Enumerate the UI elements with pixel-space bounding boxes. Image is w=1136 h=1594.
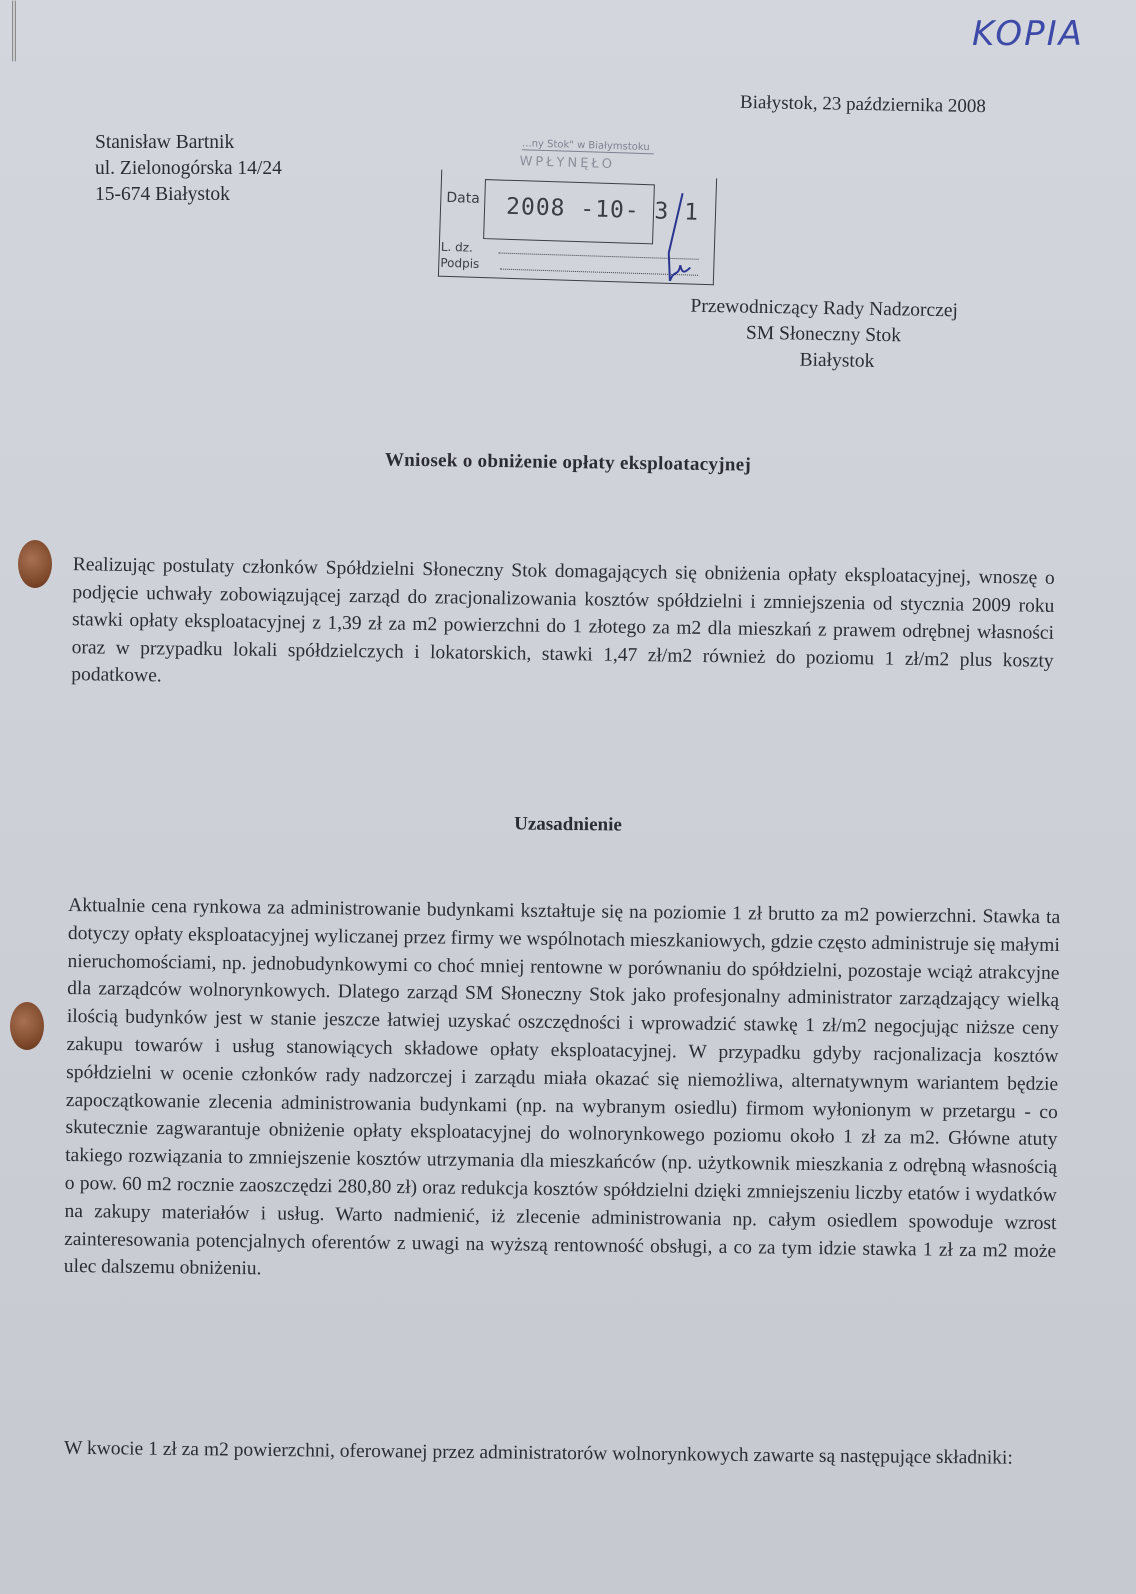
staple: [12, 0, 16, 62]
place-date: Białystok, 23 października 2008: [739, 91, 987, 118]
sender-street: ul. Zielonogórska 14/24: [95, 158, 282, 179]
request-paragraph: Realizując postulaty członków Spółdzielni Słoneczny Stok domagających się obniżenia opłaty eksploatacyjnej, wnoszę o podjęcie uchwały zobowiązującej zarząd do zracjonalizowania kosztów spółdzielni i zmniejszenia od stycznia 2009 roku stawki opłaty eksploatacyjnej z 1,39 zł za m2 powierzchni do 1 złotego za m2 dla mieszkań z prawem odrębnej własności oraz w przypadku lokali spółdzielczych i lokatorskich, stawki 1,47 zł/m2 również do poziomu 1 zł/m2 plus koszty podatkowe.: [71, 554, 1055, 687]
sender-city: 15-674 Białystok: [95, 184, 230, 205]
justification-heading: Uzasadnienie: [514, 813, 622, 836]
stamp-date: 2008 -10- 3 1: [505, 193, 700, 226]
document-title: Wniosek o obniżenie opłaty eksploatacyjnej: [384, 449, 752, 476]
recipient-line-1: Przewodniczący Rady Nadzorczej: [690, 295, 959, 322]
recipient-address: [689, 294, 958, 377]
stamp-date-label: Data: [446, 189, 481, 207]
recipient-line-2: SM Słoneczny Stok: [745, 322, 902, 347]
stamp-received: WPŁYNĘŁO: [519, 154, 616, 173]
recipient-line-3: Białystok: [799, 349, 875, 372]
justification-paragraph: Aktualnie cena rynkowa za administrowanie budynkami kształtuje się na poziomie 1 zł brutto za m2 powierzchni. Stawka ta dotyczy opłaty eksploatacyjnej wyliczanej przez firmy we wspólnotach mieszkaniowych, gdzie często administruje się małymi nieruchomościami, np. jednobudynkowymi co choć mniej rentowne w porównaniu do spółdzielni, pozostaje wciąż atrakcyjne dla zarządców wolnorynkowych. Dlatego zarząd SM Słoneczny Stok jako profesjonalny administrator zarządzający wielką ilością budynków jest w stanie jeszcze łatwiej uzyskać oszczędności i wprowadzić stawkę 1 zł/m2 negocjując niższe ceny zakupu towarów i usług stanowiących składowe opłaty eksploatacyjnej. W przypadku gdyby racjonalizacja kosztów spółdzielni w ocenie członków rady nadzorczej i zarządu miała okazać się niemożliwa, alternatywnym wariantem będzie zapoczątkowanie zlecenia administrowania budynkami (np. na wybranym osiedlu) firmom wyłonionym w przetargu - co skutecznie zagwarantuje obniżenie opłaty eksploatacyjnej do wolnorynkowego poziomu około 1 zł za m2. Główne atuty takiego rozwiązania to zmniejszenie kosztów utrzymania dla mieszkańców (np. użytkownik mieszkania z odrębną własnością o pow. 60 m2 rocznie zaoszczędzi 280,80 zł) oraz redukcja kosztów spółdzielni dzięki zmniejszeniu liczby etatów i wydatków na zakupy materiałów i usług. Warto nadmienić, iż zlecenie administrowania np. całym osiedlem spowoduje wzrost zainteresowania potencjalnych oferentów z uwagi na wyższą rentowność obsługi, a co za tym idzie stawka 1 zł za m2 może ulec dalszemu obniżeniu.: [63, 894, 1061, 1280]
handwritten-signature: [650, 188, 699, 285]
punch-hole-top: [18, 540, 52, 588]
stamp-org: ...ny Stok" w Białymstoku: [522, 138, 654, 154]
stamp-podpis-label: Podpis: [440, 255, 480, 271]
stamp-ldz-label: L. dz.: [440, 239, 474, 255]
sender-address: [95, 130, 282, 208]
handwritten-copy-note: KOPIA: [972, 14, 1084, 54]
sender-name: Stanisław Bartnik: [95, 132, 235, 153]
received-stamp: [438, 136, 718, 289]
components-paragraph: W kwocie 1 zł za m2 powierzchni, oferowanej przez administratorów wolnorynkowych zawarte są następujące składniki:: [63, 1437, 1013, 1469]
punch-hole-bottom: [10, 1002, 44, 1050]
